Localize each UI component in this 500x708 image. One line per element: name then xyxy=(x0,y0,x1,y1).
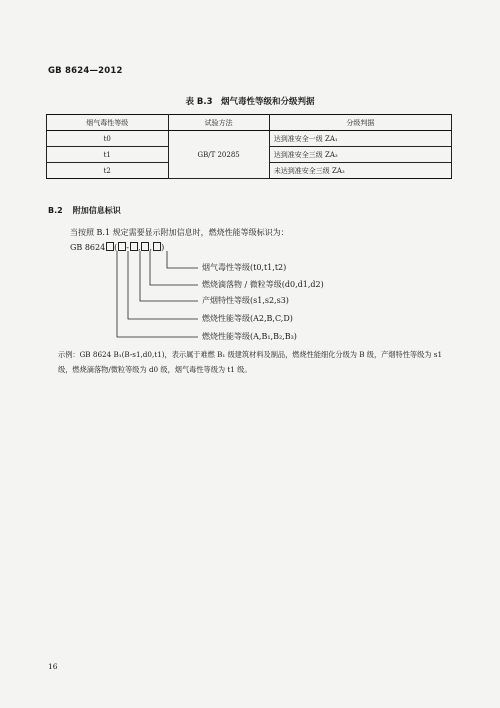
leader-line-class xyxy=(117,251,198,337)
standard-header: GB 8624—2012 xyxy=(48,66,123,76)
cell-method: GB/T 20285 xyxy=(168,131,269,179)
column-header-method: 试验方法 xyxy=(168,115,269,131)
intro-paragraph: 当按照 B.1 规定需要显示附加信息时，燃烧性能等级标识为： xyxy=(70,228,289,237)
cell-criterion: 未达到准安全三级 ZA₃ xyxy=(269,163,451,179)
code-comma: , xyxy=(149,243,153,252)
table-caption: 表 B.3 烟气毒性等级和分级判据 xyxy=(185,97,315,107)
label-fire-class: 燃烧性能等级(A,B₁,B₂,B₃) xyxy=(202,332,297,341)
code-paren-close: ) xyxy=(161,243,165,252)
section-title: 附加信息标识 xyxy=(72,206,121,215)
column-header-criterion: 分级判据 xyxy=(269,115,451,131)
cell-criterion: 达到准安全一级 ZA₁ xyxy=(269,131,451,147)
cell-grade: t2 xyxy=(47,163,169,179)
example-paragraph: 示例：GB 8624 B₁(B-s1,d0,t1)，表示属于难燃 B₁ 级建筑材料及制品，燃烧性能细化分级为 B 级，产烟特性等级为 s1 级，燃烧滴落物/微粒等级为 d0 级，烟气毒性等级为 t1 级。 xyxy=(58,350,443,374)
cell-criterion: 达到准安全三级 ZA₃ xyxy=(269,147,451,163)
page-number: 16 xyxy=(48,662,58,671)
leader-line-smoke xyxy=(140,251,198,301)
cell-grade: t0 xyxy=(47,131,169,147)
code-comma: , xyxy=(138,243,141,252)
label-fire-subclass: 燃烧性能等级(A2,B,C,D) xyxy=(202,314,293,323)
column-header-grade: 烟气毒性等级 xyxy=(47,115,169,131)
leader-line-toxicity xyxy=(167,251,198,268)
code-prefix: GB 8624 xyxy=(70,243,106,252)
label-smoke-production: 产烟特性等级(s1,s2,s3) xyxy=(202,296,289,305)
code-paren-open: ( xyxy=(114,243,118,252)
label-smoke-toxicity: 烟气毒性等级(t0,t1,t2) xyxy=(202,263,287,272)
label-droplet: 燃烧滴落物 / 微粒等级(d0,d1,d2) xyxy=(202,280,324,289)
section-number: B.2 xyxy=(48,206,63,215)
code-dash: - xyxy=(126,243,129,252)
cell-grade: t1 xyxy=(47,147,169,163)
